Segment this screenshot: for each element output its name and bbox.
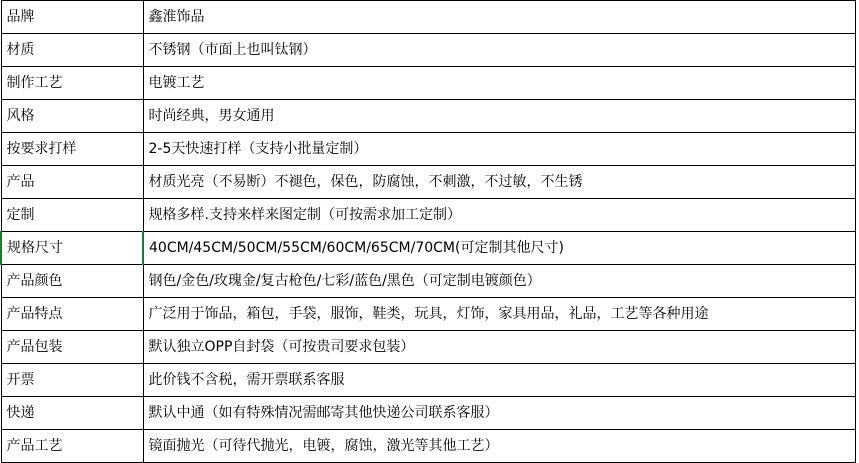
spec-value-packaging: 默认独立OPP自封袋（可按贵司要求包装）	[143, 331, 855, 364]
table-row	[1, 199, 855, 232]
table-row	[1, 34, 855, 67]
table-row	[1, 298, 855, 331]
spec-label-customization: 定制	[1, 199, 143, 232]
spec-value-customization: 规格多样.支持来样来图定制（可按需求加工定制）	[143, 199, 855, 232]
spec-value-size: 40CM/45CM/50CM/55CM/60CM/65CM/70CM(可定制其他尺寸)	[143, 232, 855, 265]
spec-value-shipping: 默认中通（如有特殊情况需邮寄其他快递公司联系客服）	[143, 397, 855, 430]
table-row	[1, 1, 855, 34]
table-row	[1, 67, 855, 100]
spec-value-sampling: 2-5天快速打样（支持小批量定制）	[143, 133, 855, 166]
spec-value-process: 电镀工艺	[143, 67, 855, 100]
spec-label-product: 产品	[1, 166, 143, 199]
spec-label-invoice: 开票	[1, 364, 143, 397]
table-row	[1, 430, 855, 463]
spec-value-features: 广泛用于饰品，箱包，手袋，服饰，鞋类，玩具，灯饰，家具用品，礼品，工艺等各种用途	[143, 298, 855, 331]
table-row	[1, 100, 855, 133]
spec-value-style: 时尚经典，男女通用	[143, 100, 855, 133]
spec-label-material: 材质	[1, 34, 143, 67]
spec-label-features: 产品特点	[1, 298, 143, 331]
spec-label-brand: 品牌	[1, 1, 143, 34]
table-row	[1, 364, 855, 397]
table-row	[1, 166, 855, 199]
table-row	[1, 232, 855, 265]
spec-value-invoice: 此价钱不含税，需开票联系客服	[143, 364, 855, 397]
spec-label-sampling: 按要求打样	[1, 133, 143, 166]
spec-label-packaging: 产品包装	[1, 331, 143, 364]
table-row	[1, 331, 855, 364]
spec-value-brand: 鑫淮饰品	[143, 1, 855, 34]
spec-label-color: 产品颜色	[1, 265, 143, 298]
spec-label-process: 制作工艺	[1, 67, 143, 100]
table-row	[1, 133, 855, 166]
spec-value-material: 不锈钢（市面上也叫钛钢）	[143, 34, 855, 67]
table-row	[1, 397, 855, 430]
spec-label-finish: 产品工艺	[1, 430, 143, 463]
table-row	[1, 265, 855, 298]
spec-value-color: 钢色/金色/玫瑰金/复古枪色/七彩/蓝色/黑色（可定制电镀颜色）	[143, 265, 855, 298]
spec-label-style: 风格	[1, 100, 143, 133]
spec-value-finish: 镜面抛光（可待代抛光，电镀，腐蚀，激光等其他工艺）	[143, 430, 855, 463]
spec-label-shipping: 快递	[1, 397, 143, 430]
spec-value-product: 材质光亮（不易断）不褪色，保色，防腐蚀，不刺激，不过敏，不生锈	[143, 166, 855, 199]
spec-label-size: 规格尺寸	[1, 232, 143, 265]
